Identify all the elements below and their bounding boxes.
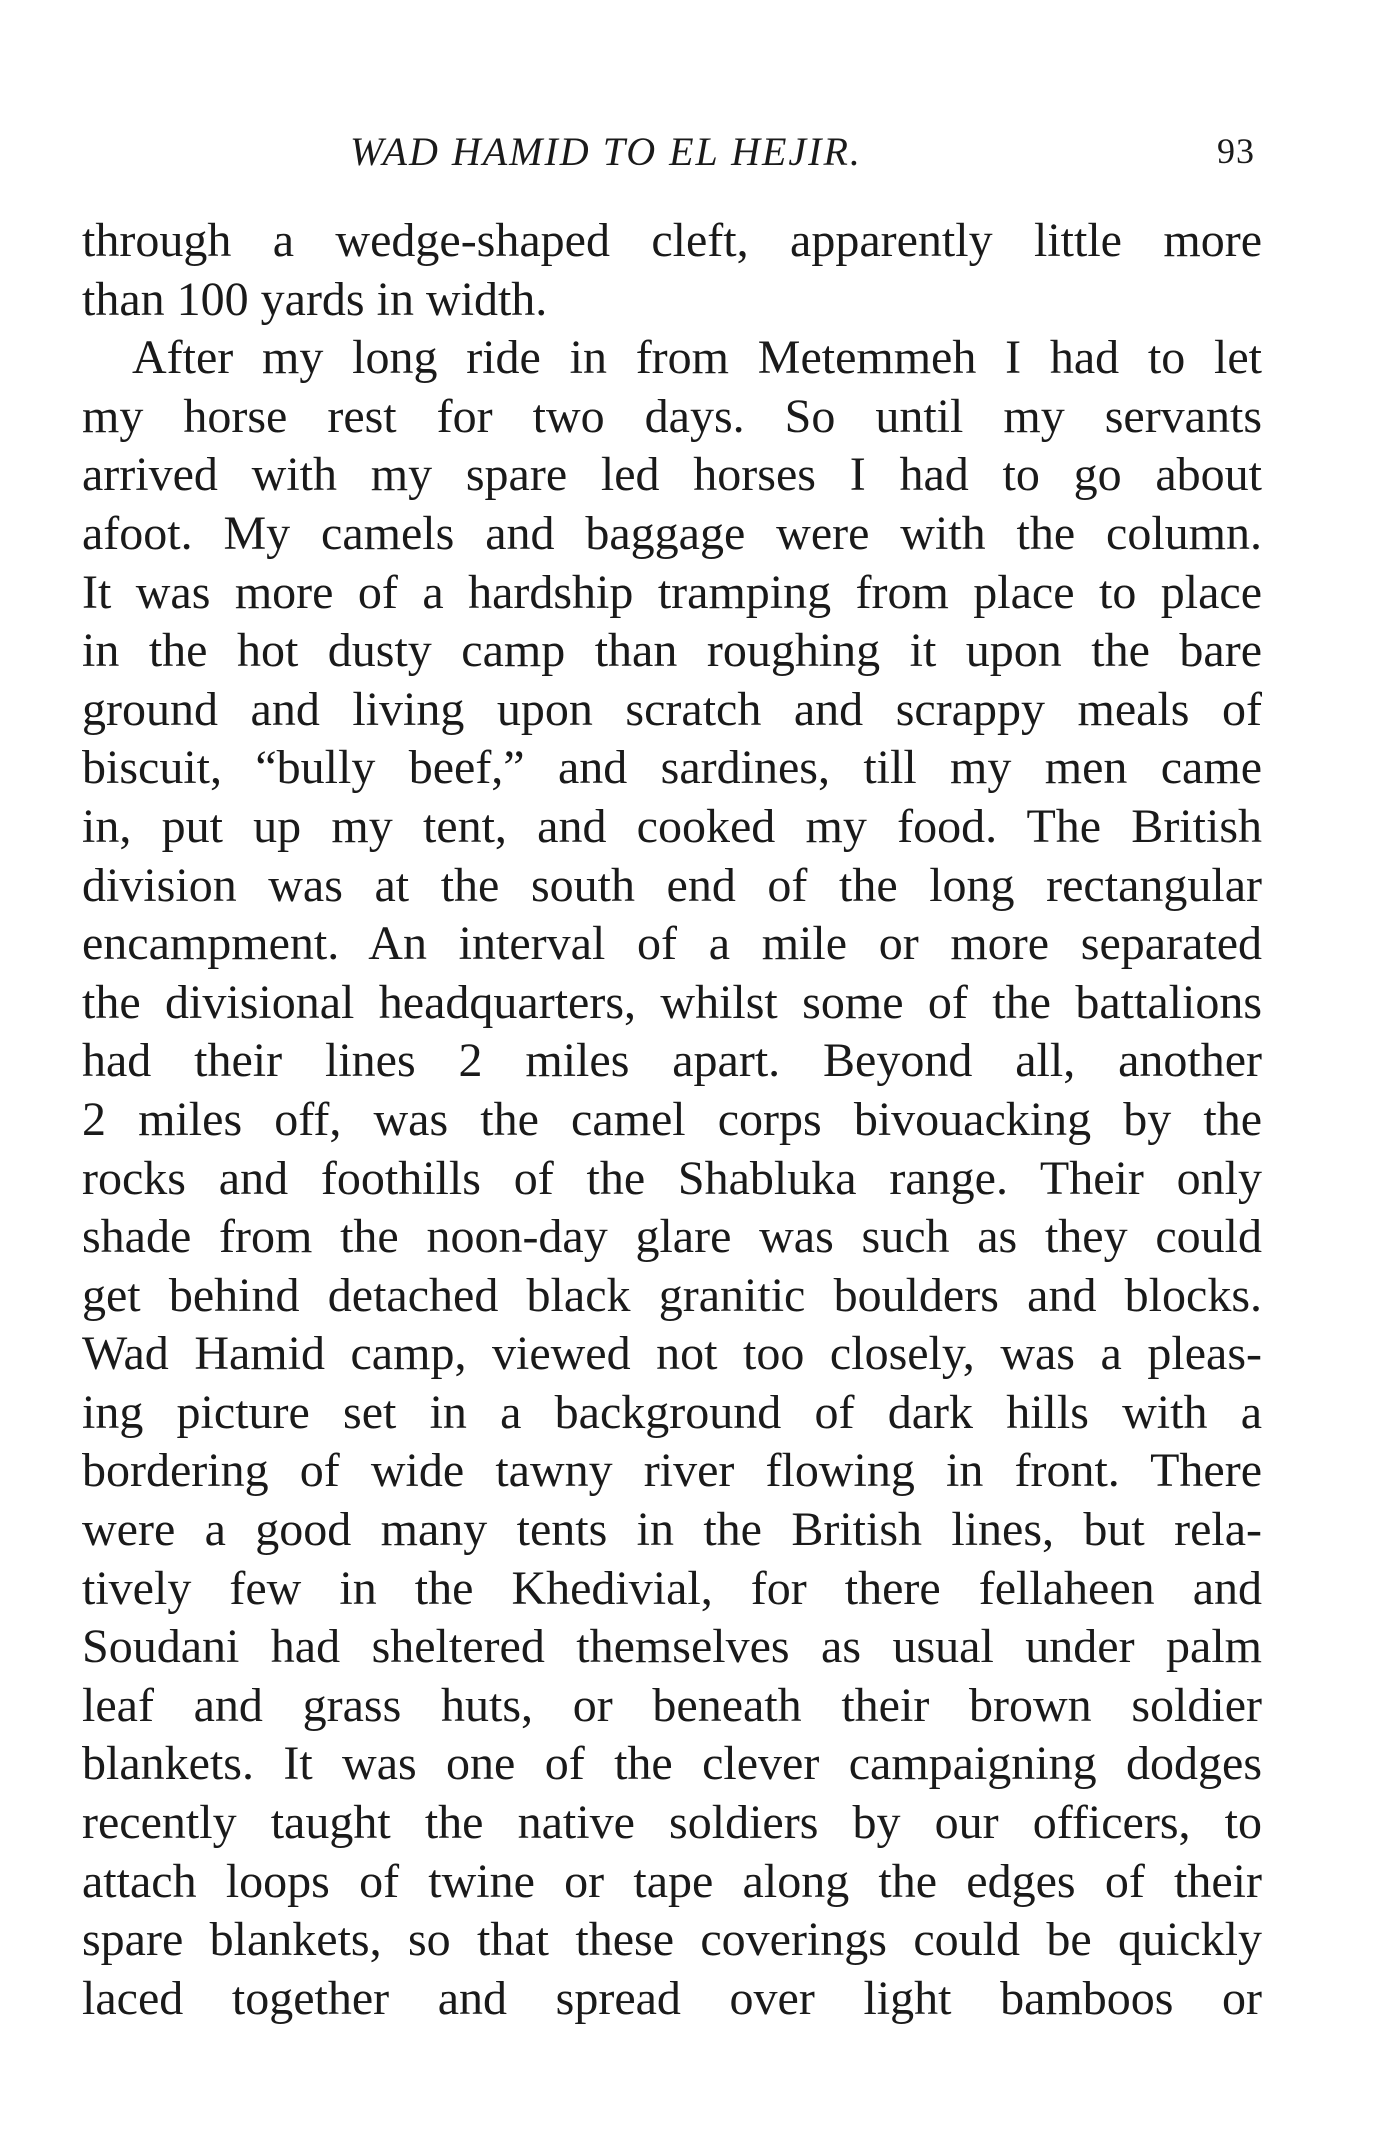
text-line: laced together and spread over light bamboos or	[82, 1971, 1262, 2025]
text-line: than 100 yards in width.	[82, 272, 548, 326]
text-line: ing picture set in a background of dark hills with a	[82, 1385, 1262, 1439]
text-line: in, put up my tent, and cooked my food. The British	[82, 799, 1262, 853]
body-text	[82, 212, 1262, 2028]
text-line: in the hot dusty camp than roughing it upon the bare	[82, 624, 1262, 678]
text-line: get behind detached black granitic boulders and blocks.	[82, 1268, 1262, 1322]
text-line: Wad Hamid camp, viewed not too closely, was a pleas-	[82, 1327, 1262, 1381]
text-line: After my long ride in from Metemmeh I had to let	[132, 331, 1262, 385]
text-line: 2 miles off, was the camel corps bivouacking by the	[82, 1092, 1262, 1146]
running-head: WAD HAMID TO EL HEJIR.	[350, 129, 862, 174]
text-line: through a wedge-shaped cleft, apparently little more	[82, 214, 1262, 267]
text-line: leaf and grass huts, or beneath their brown soldier	[82, 1678, 1262, 1732]
text-line: tively few in the Khedivial, for there fellaheen and	[82, 1561, 1262, 1615]
text-line: encampment. An interval of a mile or more separated	[82, 917, 1262, 971]
text-line: shade from the noon-day glare was such as they could	[82, 1210, 1262, 1264]
text-line: biscuit, “bully beef,” and sardines, till my men came	[82, 741, 1262, 795]
page-number: 93	[1217, 131, 1255, 171]
text-line: my horse rest for two days. So until my servants	[82, 389, 1262, 443]
text-line: were a good many tents in the British lines, but rela-	[82, 1503, 1262, 1557]
text-line: Soudani had sheltered themselves as usual under palm	[82, 1620, 1262, 1674]
text-line: had their lines 2 miles apart. Beyond all, another	[82, 1034, 1262, 1088]
text-line: attach loops of twine or tape along the edges of their	[82, 1854, 1262, 1908]
page-header	[350, 128, 1275, 178]
text-line: It was more of a hardship tramping from place to place	[82, 565, 1262, 619]
text-line: ground and living upon scratch and scrappy meals of	[82, 682, 1262, 736]
text-line: bordering of wide tawny river flowing in front. There	[82, 1444, 1262, 1498]
text-line: rocks and foothills of the Shabluka range. Their only	[82, 1151, 1262, 1205]
text-line: arrived with my spare led horses I had to go about	[82, 448, 1262, 502]
text-line: spare blankets, so that these coverings could be quickly	[82, 1913, 1262, 1967]
text-line: division was at the south end of the long rectangular	[82, 858, 1262, 912]
text-line: blankets. It was one of the clever campaigning dodges	[82, 1737, 1262, 1791]
text-line: afoot. My camels and baggage were with the column.	[82, 506, 1262, 560]
text-line: the divisional headquarters, whilst some of the battalions	[82, 975, 1262, 1029]
text-line: recently taught the native soldiers by our officers, to	[82, 1796, 1262, 1850]
